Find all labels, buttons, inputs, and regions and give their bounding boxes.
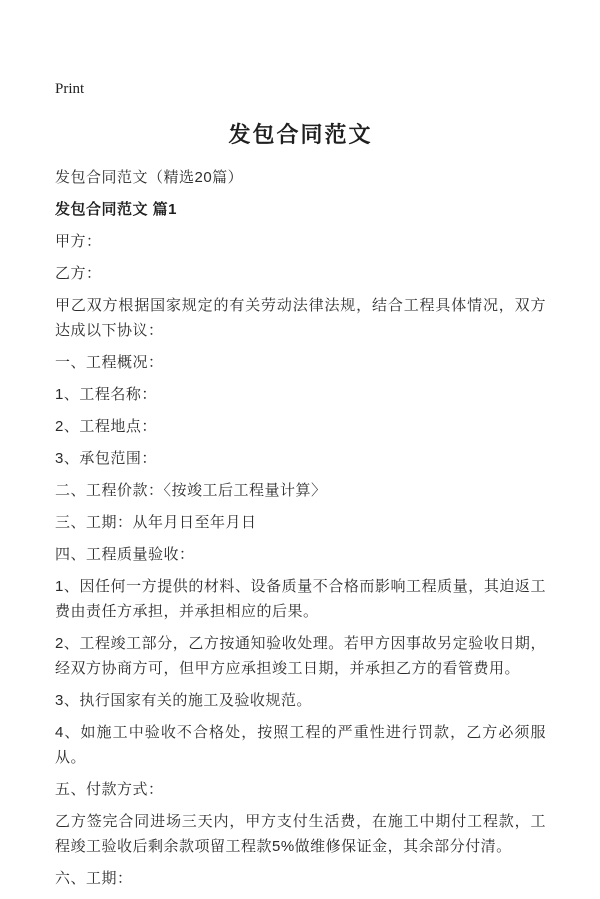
paragraph-item-4-3: 3、执行国家有关的施工及验收规范。 (55, 692, 312, 709)
paragraph-item-4-1: 1、因任何一方提供的材料、设备质量不合格而影响工程质量，其迫返工费由责任方承担，并承担相应的后果。 (55, 578, 546, 620)
paragraph-section-2: 二、工程价款：〈按竣工后工程量计算〉 (55, 482, 327, 499)
paragraph-payment-terms: 乙方签完合同进场三天内，甲方支付生活费，在施工中期付工程款，工程竣工验收后剩余款项留工程款5%做维修保证金，其余部分付清。 (55, 813, 546, 855)
paragraph-item-1-2: 2、工程地点： (55, 418, 157, 435)
print-button[interactable]: Print (55, 81, 85, 97)
paragraph-item-1-1: 1、工程名称： (55, 386, 157, 403)
paragraph-intro: 甲乙双方根据国家规定的有关劳动法律法规，结合工程具体情况，双方达成以下协议： (55, 297, 546, 339)
paragraph-party-a: 甲方： (55, 233, 102, 250)
paragraph-item-4-4: 4、如施工中验收不合格处，按照工程的严重性进行罚款，乙方必须服从。 (55, 724, 546, 766)
paragraph-party-b: 乙方： (55, 265, 102, 282)
document-subtitle: 发包合同范文（精选20篇） (55, 169, 244, 186)
paragraph-section-1: 一、工程概况： (55, 354, 164, 371)
paragraph-section-6: 六、工期： (55, 870, 133, 887)
section-heading: 发包合同范文 篇1 (55, 201, 178, 218)
paragraph-section-5: 五、付款方式： (55, 781, 164, 798)
document-body (55, 165, 546, 891)
paragraph-item-1-3: 3、承包范围： (55, 450, 157, 467)
paragraph-section-4: 四、工程质量验收： (55, 546, 195, 563)
paragraph-section-3: 三、工期：从年月日至年月日 (55, 514, 257, 531)
paragraph-item-4-2: 2、工程竣工部分，乙方按通知验收处理。若甲方因事故另定验收日期，经双方协商方可，但甲方应承担竣工日期，并承担乙方的看管费用。 (55, 635, 546, 677)
document-title: 发包合同范文 (228, 122, 373, 147)
